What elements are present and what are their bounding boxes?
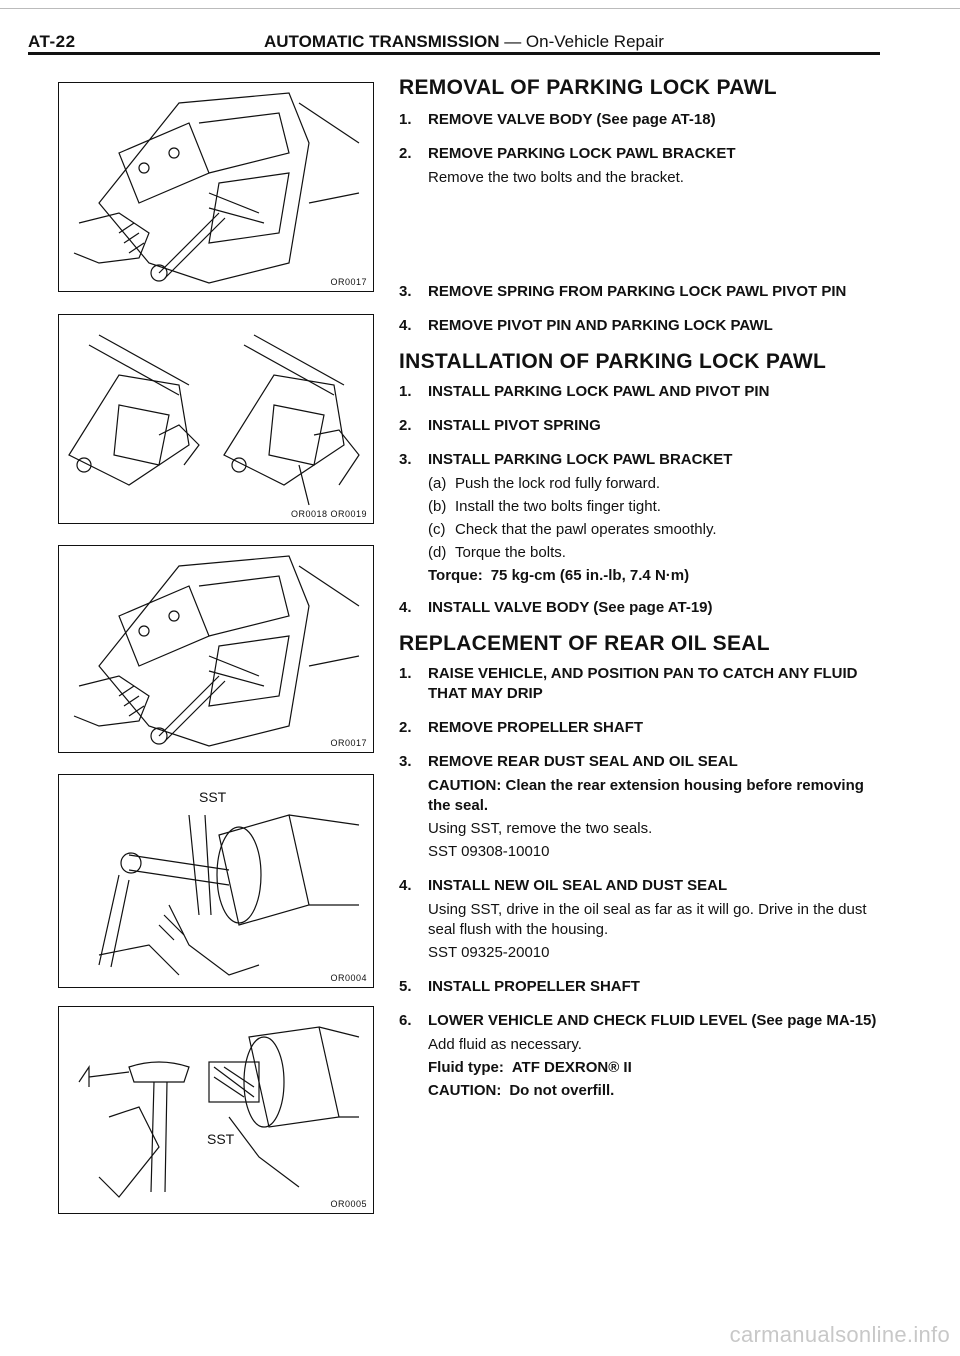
section-title: AUTOMATIC TRANSMISSION (264, 32, 500, 51)
removal-step-3: 3. REMOVE SPRING FROM PARKING LOCK PAWL PIVOT PIN (399, 283, 847, 300)
figure-code: OR0018 OR0019 (290, 509, 367, 519)
removal-step-2: 2. REMOVE PARKING LOCK PAWL BRACKET (399, 145, 736, 162)
figure-code: OR0017 (330, 277, 367, 287)
header-rule (28, 52, 880, 55)
step-text: INSTALL PIVOT SPRING (428, 417, 601, 434)
torque-value: 75 kg-cm (65 in.-lb, 7.4 N·m) (490, 567, 690, 584)
replacement-step-1: 1. RAISE VEHICLE, AND POSITION PAN TO CATCH ANY FLUID THAT MAY DRIP (399, 665, 858, 702)
step-text: LOWER VEHICLE AND CHECK FLUID LEVEL (See page MA-15) (428, 1012, 877, 1029)
page-title (264, 32, 664, 52)
replacement-step-4-text: Using SST, drive in the oil seal as far as it will go. Drive in the dust seal flush with the housing. (428, 901, 867, 938)
substep-text: Check that the pawl operates smoothly. (455, 521, 717, 538)
removal-step-2-text: Remove the two bolts and the bracket. (428, 169, 684, 186)
seal-driver-illustration (59, 1007, 373, 1213)
page-number: AT-22 (28, 32, 76, 51)
fluid-label: Fluid type: (428, 1059, 504, 1076)
figure-valve-body-1 (58, 82, 374, 292)
sst-number: SST 09325-20010 (428, 944, 550, 961)
removal-heading: REMOVAL OF PARKING LOCK PAWL (399, 76, 777, 99)
fluid-value: ATF DEXRON® II (511, 1059, 632, 1076)
valve-body-illustration (59, 83, 373, 291)
figure-seal-removal (58, 774, 374, 988)
figure-code: OR0017 (330, 738, 367, 748)
substep-text: Push the lock rod fully forward. (455, 475, 661, 492)
step-text: REMOVE VALVE BODY (See page AT-18) (428, 111, 716, 128)
replacement-step-3: 3. REMOVE REAR DUST SEAL AND OIL SEAL (399, 753, 738, 770)
step-text: REMOVE SPRING FROM PARKING LOCK PAWL PIVOT PIN (428, 283, 847, 300)
removal-step-4: 4. REMOVE PIVOT PIN AND PARKING LOCK PAWL (399, 317, 773, 334)
scan-top-line (0, 8, 960, 9)
torque-label: Torque: (428, 567, 483, 584)
sst-label: SST (199, 789, 227, 805)
caution-note: CAUTION: Clean the rear extension housing before removing the seal. (428, 777, 864, 814)
substep-text: Install the two bolts finger tight. (455, 498, 661, 515)
installation-heading: INSTALLATION OF PARKING LOCK PAWL (399, 350, 827, 373)
figure-code: OR0005 (330, 1199, 367, 1209)
installation-step-1: 1. INSTALL PARKING LOCK PAWL AND PIVOT PIN (399, 383, 770, 400)
substep-c: (c) Check that the pawl operates smoothly. (428, 521, 717, 538)
subsection-title: — On-Vehicle Repair (499, 32, 664, 51)
step-text: REMOVE PARKING LOCK PAWL BRACKET (428, 145, 736, 162)
figure-code: OR0004 (330, 973, 367, 983)
replacement-step-2: 2. REMOVE PROPELLER SHAFT (399, 719, 644, 736)
step-text: INSTALL PROPELLER SHAFT (428, 978, 640, 995)
replacement-step-6-text: Add fluid as necessary. (428, 1036, 582, 1053)
replacement-step-3-text: Using SST, remove the two seals. (428, 820, 653, 837)
step-text: INSTALL PARKING LOCK PAWL AND PIVOT PIN (428, 383, 770, 400)
replacement-step-5: 5. INSTALL PROPELLER SHAFT (399, 978, 640, 995)
step-text: RAISE VEHICLE, AND POSITION PAN TO CATCH ANY FLUID THAT MAY DRIP (428, 665, 858, 702)
installation-step-2: 2. INSTALL PIVOT SPRING (399, 417, 601, 434)
installation-step-3: 3. INSTALL PARKING LOCK PAWL BRACKET (399, 451, 733, 468)
substep-d: (d) Torque the bolts. (428, 544, 566, 561)
torque-spec (399, 566, 885, 586)
replacement-step-4: 4. INSTALL NEW OIL SEAL AND DUST SEAL (399, 877, 728, 894)
step-text: INSTALL VALVE BODY (See page AT-19) (428, 599, 713, 616)
step-text: REMOVE PIVOT PIN AND PARKING LOCK PAWL (428, 317, 773, 334)
figure-valve-body-2 (58, 545, 374, 753)
step-text: REMOVE PROPELLER SHAFT (428, 719, 644, 736)
replacement-heading: REPLACEMENT OF REAR OIL SEAL (399, 632, 770, 655)
caution-label: CAUTION: (428, 1082, 502, 1099)
step-text: REMOVE REAR DUST SEAL AND OIL SEAL (428, 753, 738, 770)
figure-seal-install (58, 1006, 374, 1214)
substep-a: (a) Push the lock rod fully forward. (428, 475, 661, 492)
replacement-step-6: 6. LOWER VEHICLE AND CHECK FLUID LEVEL (See page MA-15) (399, 1012, 877, 1029)
installation-step-4: 4. INSTALL VALVE BODY (See page AT-19) (399, 599, 713, 616)
seal-puller-illustration (59, 775, 373, 987)
valve-body-illustration (59, 546, 373, 752)
overfill-caution (399, 1081, 885, 1101)
substep-text: Torque the bolts. (455, 544, 566, 561)
fluid-spec (399, 1058, 885, 1078)
page-header (28, 30, 880, 58)
sst-label: SST (207, 1131, 235, 1147)
figure-pawl-bracket (58, 314, 374, 524)
substep-b: (b) Install the two bolts finger tight. (428, 498, 661, 515)
parking-pawl-illustration (59, 315, 373, 523)
step-text: INSTALL PARKING LOCK PAWL BRACKET (428, 451, 733, 468)
instructions (399, 76, 885, 1101)
step-text: INSTALL NEW OIL SEAL AND DUST SEAL (428, 877, 728, 894)
caution-value: Do not overfill. (509, 1082, 615, 1099)
removal-step-1: 1. REMOVE VALVE BODY (See page AT-18) (399, 111, 716, 128)
sst-number: SST 09308-10010 (428, 843, 550, 860)
watermark: carmanualsonline.info (729, 1322, 950, 1347)
